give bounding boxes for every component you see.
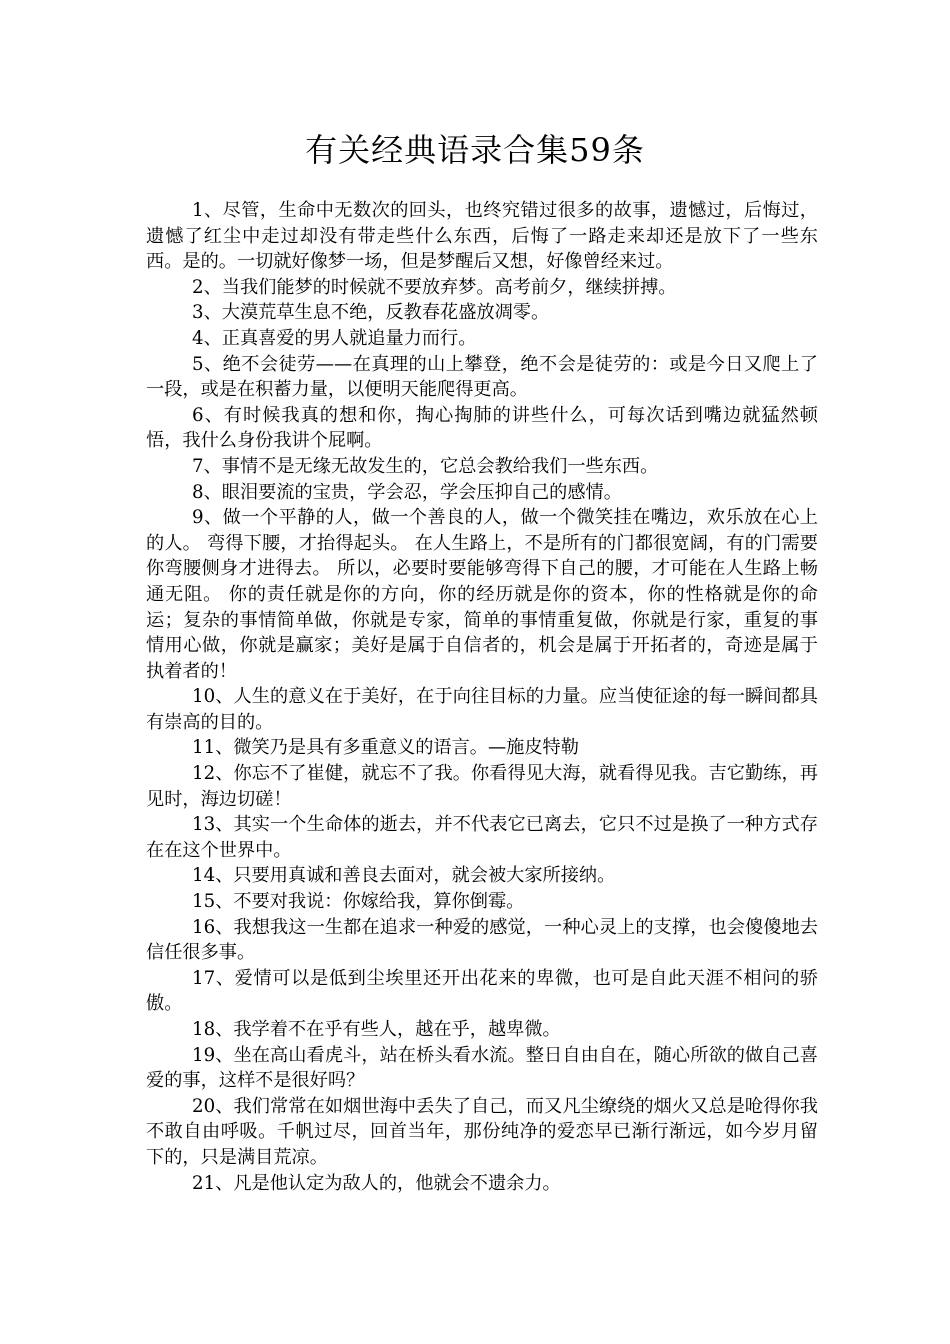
quote-paragraph: 11、微笑乃是具有多重意义的语言。—施皮特勒 [192, 737, 579, 759]
quote-paragraph: 1、尽管，生命中无数次的回头，也终究错过很多的故事，遗憾过，后悔过，遗憾了红尘中走过却没有带走些什么东西，后悔了一路走来却还是放下了一些东西。是的。一切就好像梦一场，但是梦醒后又想，好像曾经来过。 [146, 200, 818, 273]
quote-paragraph: 3、大漠荒草生息不绝，反教春花盛放凋零。 [192, 302, 550, 324]
quote-paragraph: 4、正真喜爱的男人就追量力而行。 [192, 327, 477, 349]
quote-paragraph: 6、有时候我真的想和你，掏心掏肺的讲些什么，可每次话到嘴边就猛然顿悟，我什么身份我讲个屁啊。 [146, 404, 818, 452]
document-title: 有关经典语录合集59条 [305, 131, 645, 169]
quote-paragraph: 9、做一个平静的人，做一个善良的人，做一个微笑挂在嘴边，欢乐放在心上的人。 弯得下腰，才抬得起头。 在人生路上，不是所有的门都很宽阔，有的门需要你弯腰侧身才进得去。 所以，必要时要能够弯得下自己的腰，才可能在人生路上畅通无阻。 你的责任就是你的方向，你的经历就是你的资本，你的性格就是你的命运；复杂的事情简单做，你就是专家，简单的事情重复做，你就是行家，重复的事情用心做，你就是赢家；美好是属于自信者的，机会是属于开拓者的，奇迹是属于执着者的！ [146, 507, 818, 682]
quote-paragraph: 21、凡是他认定为敌人的，他就会不遗余力。 [192, 1172, 561, 1194]
quote-paragraph: 12、你忘不了崔健，就忘不了我。你看得见大海，就看得见我。吉它勤练，再见时，海边切磋！ [146, 763, 818, 810]
quote-paragraph: 7、事情不是无缘无故发生的，它总会教给我们一些东西。 [192, 455, 659, 477]
quote-paragraph: 13、其实一个生命体的逝去，并不代表它已离去，它只不过是换了一种方式存在在这个世界中。 [146, 814, 818, 861]
quote-paragraph: 14、只要用真诚和善良去面对，就会被大家所接纳。 [192, 865, 616, 887]
quote-paragraph: 19、坐在高山看虎斗，站在桥头看水流。整日自由自在，随心所欲的做自己喜爱的事，这样不是很好吗？ [146, 1044, 818, 1092]
quote-paragraph: 5、绝不会徒劳——在真理的山上攀登，绝不会是徒劳的：或是今日又爬上了一段，或是在积蓄力量，以便明天能爬得更高。 [146, 353, 818, 401]
quote-paragraph: 10、人生的意义在于美好，在于向往目标的力量。应当使征途的每一瞬间都具有崇高的目的。 [146, 686, 818, 733]
quote-paragraph: 17、爱情可以是低到尘埃里还开出花来的卑微，也可是自此天涯不相问的骄傲。 [146, 967, 818, 1015]
document-body [146, 198, 818, 1196]
quote-paragraph: 16、我想我这一生都在追求一种爱的感觉，一种心灵上的支撑，也会傻傻地去信任很多事。 [146, 916, 818, 964]
quote-paragraph: 15、不要对我说：你嫁给我，算你倒霉。 [192, 891, 525, 913]
quote-paragraph: 8、眼泪要流的宝贵，学会忍，学会压抑自己的感情。 [192, 481, 622, 503]
quote-paragraph: 18、我学着不在乎有些人，越在乎，越卑微。 [192, 1019, 561, 1040]
quote-paragraph: 2、当我们能梦的时候就不要放弃梦。高考前夕，继续拼搏。 [192, 276, 677, 298]
quote-paragraph: 20、我们常常在如烟世海中丢失了自己，而又凡尘缭绕的烟火又总是呛得你我不敢自由呼吸。千帆过尽，回首当年，那份纯净的爱恋早已渐行渐远，如今岁月留下的，只是满目荒凉。 [146, 1095, 818, 1168]
